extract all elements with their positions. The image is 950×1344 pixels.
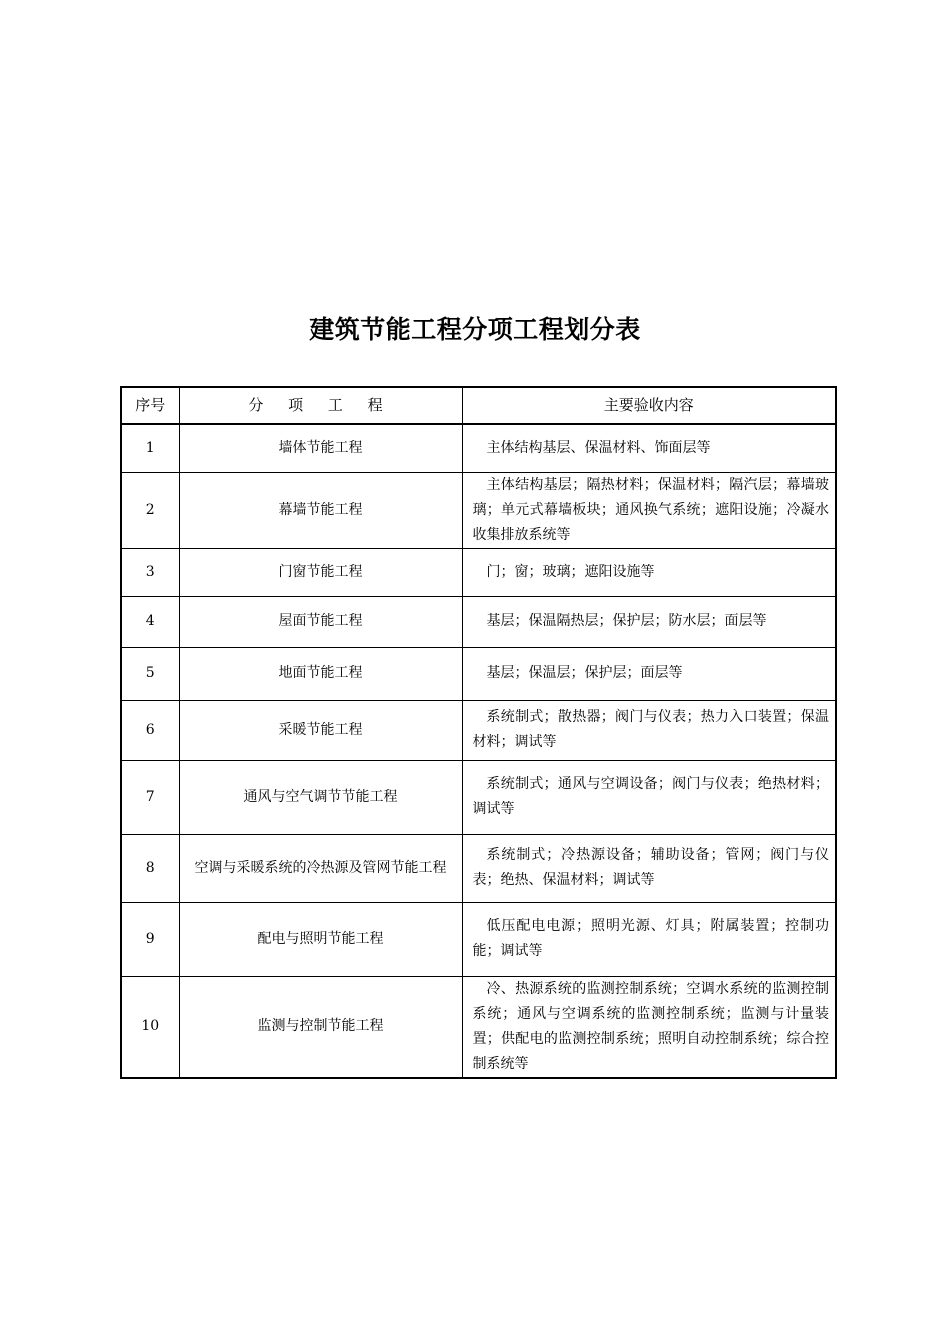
header-index: 序号 <box>121 387 179 424</box>
table-row <box>121 976 836 1078</box>
table-row <box>121 647 836 700</box>
row-content: 冷、热源系统的监测控制系统；空调水系统的监测控制系统；通风与空调系统的监测控制系统；监测与计量装置；供配电的监测控制系统；照明自动控制系统；综合控制系统等 <box>462 976 836 1078</box>
row-content: 系统制式；通风与空调设备；阀门与仪表；绝热材料；调试等 <box>462 760 836 834</box>
table-header-row <box>121 387 836 424</box>
row-content: 低压配电电源；照明光源、灯具；附属装置；控制功能；调试等 <box>462 902 836 976</box>
page-title: 建筑节能工程分项工程划分表 <box>309 315 641 344</box>
table-row <box>121 700 836 760</box>
row-project: 空调与采暖系统的冷热源及管网节能工程 <box>179 834 462 902</box>
row-index: 5 <box>121 647 179 700</box>
row-index: 3 <box>121 548 179 596</box>
row-project: 监测与控制节能工程 <box>179 976 462 1078</box>
division-table <box>120 386 837 1079</box>
row-project: 通风与空气调节节能工程 <box>179 760 462 834</box>
row-project: 墙体节能工程 <box>179 424 462 472</box>
row-content: 系统制式；散热器；阀门与仪表；热力入口装置；保温材料；调试等 <box>462 700 836 760</box>
row-index: 9 <box>121 902 179 976</box>
row-project: 地面节能工程 <box>179 647 462 700</box>
row-index: 7 <box>121 760 179 834</box>
row-project: 采暖节能工程 <box>179 700 462 760</box>
row-content: 基层；保温隔热层；保护层；防水层；面层等 <box>462 596 836 647</box>
row-content: 主体结构基层；隔热材料；保温材料；隔汽层；幕墙玻璃；单元式幕墙板块；通风换气系统；遮阳设施；冷凝水收集排放系统等 <box>462 472 836 548</box>
row-index: 4 <box>121 596 179 647</box>
row-content: 门；窗；玻璃；遮阳设施等 <box>462 548 836 596</box>
row-project: 配电与照明节能工程 <box>179 902 462 976</box>
row-project: 幕墙节能工程 <box>179 472 462 548</box>
row-index: 2 <box>121 472 179 548</box>
table-row <box>121 902 836 976</box>
table-row <box>121 834 836 902</box>
table-row <box>121 596 836 647</box>
row-content: 主体结构基层、保温材料、饰面层等 <box>462 424 836 472</box>
table-row <box>121 472 836 548</box>
row-content: 基层；保温层；保护层；面层等 <box>462 647 836 700</box>
header-project: 分 项 工 程 <box>179 387 462 424</box>
row-content: 系统制式；冷热源设备；辅助设备；管网；阀门与仪表；绝热、保温材料；调试等 <box>462 834 836 902</box>
table-row <box>121 548 836 596</box>
row-project: 门窗节能工程 <box>179 548 462 596</box>
table-row <box>121 760 836 834</box>
header-content: 主要验收内容 <box>462 387 836 424</box>
row-index: 8 <box>121 834 179 902</box>
row-index: 6 <box>121 700 179 760</box>
row-index: 1 <box>121 424 179 472</box>
row-project: 屋面节能工程 <box>179 596 462 647</box>
table-row <box>121 424 836 472</box>
row-index: 10 <box>121 976 179 1078</box>
